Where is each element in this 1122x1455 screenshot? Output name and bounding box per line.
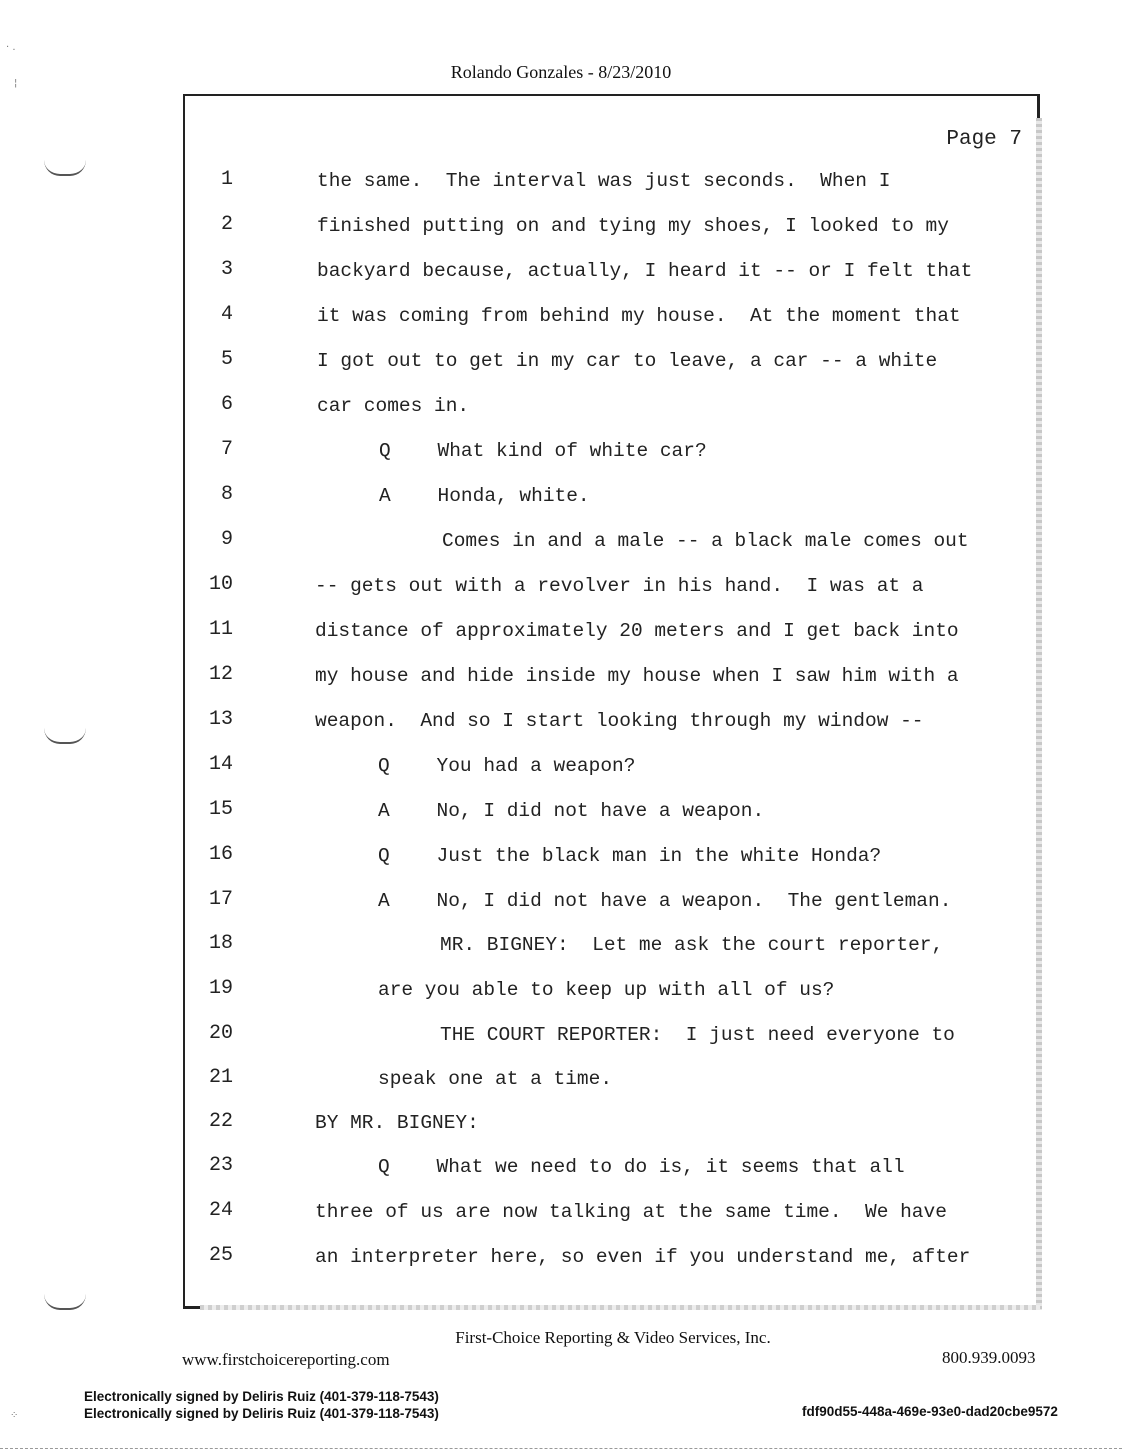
transcript-line: MR. BIGNEY: Let me ask the court reporter, xyxy=(440,934,944,956)
electronic-signature-line: Electronically signed by Deliris Ruiz (401-379-118-7543) xyxy=(84,1389,439,1404)
footer-website: www.firstchoicereporting.com xyxy=(182,1350,390,1369)
line-number: 4 xyxy=(220,303,233,326)
line-number: 25 xyxy=(208,1244,233,1267)
line-number: 13 xyxy=(208,708,233,731)
document-header-title: Rolando Gonzales - 8/23/2010 xyxy=(450,62,672,82)
line-number: 3 xyxy=(220,258,233,281)
punch-hole-mark-middle xyxy=(44,728,86,744)
line-number: 11 xyxy=(208,618,233,641)
line-number: 22 xyxy=(208,1110,233,1133)
scan-bottom-edge xyxy=(0,1448,1122,1450)
line-number: 6 xyxy=(220,393,233,416)
transcript-line: A No, I did not have a weapon. The gentleman. xyxy=(378,890,952,912)
electronic-signature-line: Electronically signed by Deliris Ruiz (401-379-118-7543) xyxy=(84,1406,439,1421)
transcript-line: A No, I did not have a weapon. xyxy=(378,800,765,822)
line-number: 16 xyxy=(208,843,233,866)
line-number: 21 xyxy=(208,1066,233,1089)
transcript-line: distance of approximately 20 meters and I get back into xyxy=(315,620,959,642)
transcript-line: car comes in. xyxy=(317,395,470,417)
transcript-line: THE COURT REPORTER: I just need everyone to xyxy=(440,1024,955,1046)
scan-mark-top: · . xyxy=(6,42,16,53)
transcript-line: Q Just the black man in the white Honda? xyxy=(378,845,882,867)
transcript-line: an interpreter here, so even if you understand me, after xyxy=(315,1246,971,1268)
line-number: 1 xyxy=(220,168,233,191)
line-number: 10 xyxy=(208,573,233,596)
transcript-line: Q You had a weapon? xyxy=(378,755,636,777)
transcript-line: weapon. And so I start looking through my window -- xyxy=(315,710,924,732)
line-number: 12 xyxy=(208,663,233,686)
transcript-line: three of us are now talking at the same time. We have xyxy=(315,1201,947,1223)
transcript-line: Q What kind of white car? xyxy=(379,440,707,462)
line-number: 7 xyxy=(220,438,233,461)
transcript-line: I got out to get in my car to leave, a car -- a white xyxy=(317,350,938,372)
transcript-line: A Honda, white. xyxy=(379,485,590,507)
transcript-line: Q What we need to do is, it seems that all xyxy=(378,1156,905,1178)
line-number: 20 xyxy=(208,1022,233,1045)
footer-phone: 800.939.0093 xyxy=(942,1348,1036,1367)
transcript-line: my house and hide inside my house when I saw him with a xyxy=(315,665,959,687)
line-number: 23 xyxy=(208,1154,233,1177)
page-number-label: Page 7 xyxy=(946,128,1022,151)
punch-hole-mark-bottom xyxy=(44,1294,86,1310)
scan-mark-bottom: ⁘ xyxy=(10,1410,19,1421)
transcript-line: Comes in and a male -- a black male comes out xyxy=(442,530,969,552)
line-number: 14 xyxy=(208,753,233,776)
transcript-line: finished putting on and tying my shoes, I looked to my xyxy=(317,215,949,237)
line-number: 15 xyxy=(208,798,233,821)
document-id-hash: fdf90d55-448a-469e-93e0-dad20cbe9572 xyxy=(802,1404,1058,1419)
line-number: 17 xyxy=(208,888,233,911)
transcript-line: backyard because, actually, I heard it -- or I felt that xyxy=(317,260,973,282)
line-number: 24 xyxy=(208,1199,233,1222)
line-number: 9 xyxy=(220,528,233,551)
frame-scan-shadow-right xyxy=(1036,118,1042,1310)
transcript-line: it was coming from behind my house. At the moment that xyxy=(317,305,961,327)
scan-mark-top-2: ¦ xyxy=(14,78,18,89)
transcript-line: -- gets out with a revolver in his hand. I was at a xyxy=(315,575,924,597)
punch-hole-mark-top xyxy=(44,160,86,176)
line-number: 19 xyxy=(208,977,233,1000)
line-number: 5 xyxy=(220,348,233,371)
line-number: 18 xyxy=(208,932,233,955)
frame-scan-shadow-bottom xyxy=(200,1305,1040,1310)
transcript-line: BY MR. BIGNEY: xyxy=(315,1112,479,1134)
footer-company-name: First-Choice Reporting & Video Services, Inc. xyxy=(455,1328,771,1347)
transcript-line: are you able to keep up with all of us? xyxy=(378,979,835,1001)
line-number: 8 xyxy=(220,483,233,506)
transcript-line: the same. The interval was just seconds. When I xyxy=(317,170,891,192)
line-number: 2 xyxy=(220,213,233,236)
transcript-line: speak one at a time. xyxy=(378,1068,613,1090)
